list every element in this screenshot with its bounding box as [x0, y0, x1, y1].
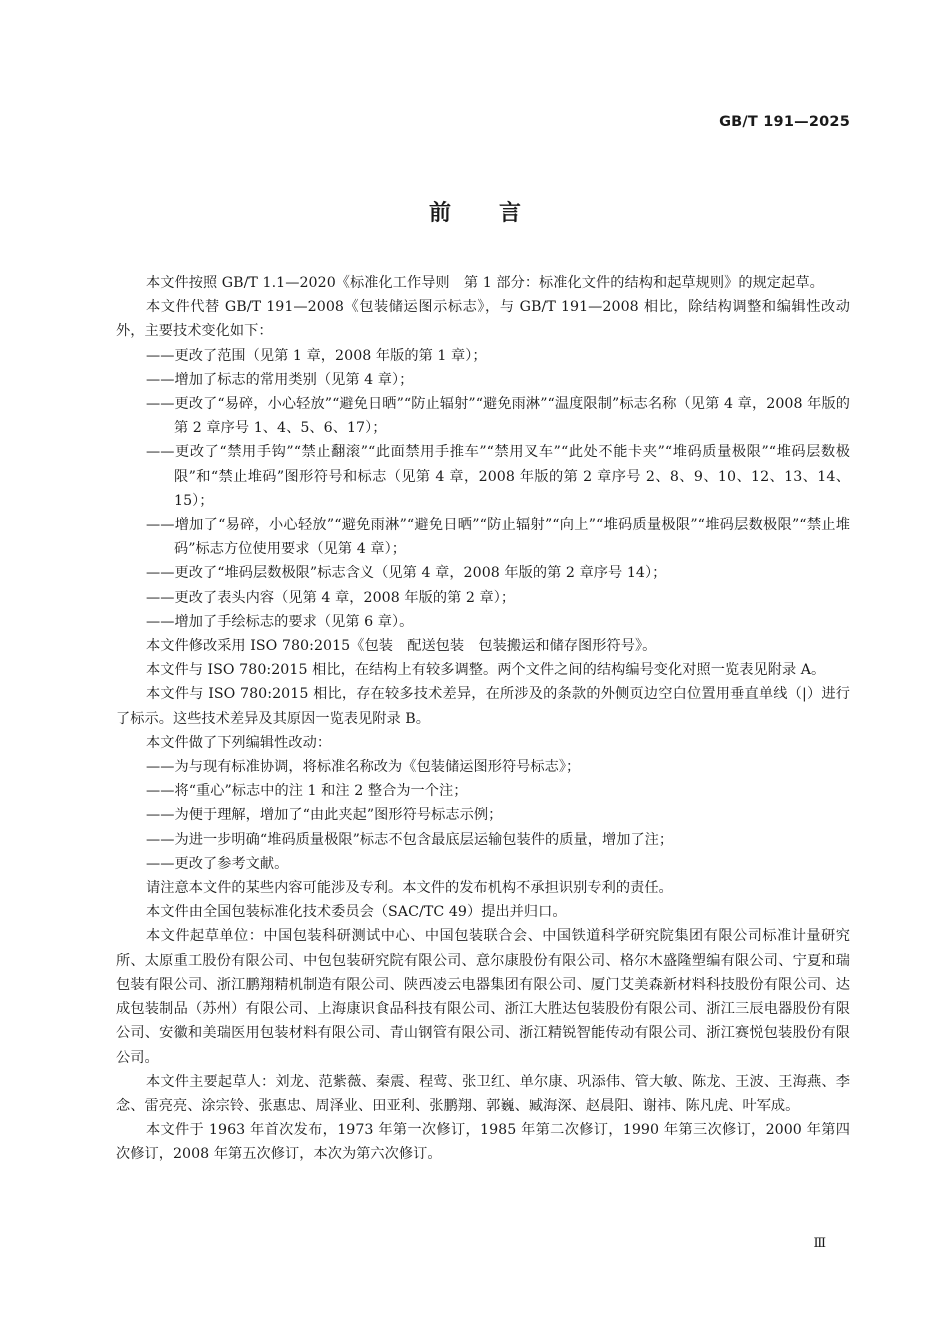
paragraph-drafting-rules: 本文件按照 GB/T 1.1—2020《标准化工作导则 第 1 部分：标准化文件的结构和起草规则》的规定起草。 — [146, 275, 824, 291]
list-item-change-1: ——更改了范围（见第 1 章，2008 年版的第 1 章）； — [146, 347, 487, 364]
paragraph-replaces: 本文件代替 GB/T 191—2008《包装储运图示标志》，与 GB/T 191—2008 相比，除结构调整和编辑性改动外，主要技术变化如下： — [116, 299, 850, 340]
page-title: 前言 — [428, 201, 569, 226]
paragraph-patent-notice: 请注意本文件的某些内容可能涉及专利。本文件的发布机构不承担识别专利的责任。 — [146, 880, 673, 897]
list-item-change-3: ——更改了“易碎，小心轻放”“避免日晒”“防止辐射”“避免雨淋”“温度限制”标志名称（见第 4 章，2008 年版的第 2 章序号 1、4、5、6、17）； — [146, 396, 850, 437]
standard-number: GB/T 191—2025 — [719, 114, 850, 130]
paragraph-drafting-units: 本文件起草单位：中国包装科研测试中心、中国包装联合会、中国铁道科学研究院集团有限公司标准计量研究所、太原重工股份有限公司、中包包装研究院有限公司、意尔康股份有限公司、格尔木盛隆塑编有限公司、宁夏和瑞包装有限公司、浙江鹏翔精机制造有限公司、陕西凌云电器集团有限公司、厦门艾美森新材料科技股份有限公司、达成包装制品（苏州）有限公司、上海康识食品科技有限公司、浙江大胜达包装股份有限公司、浙江三辰电器股份有限公司、安徽和美瑞医用包装材料有限公司、青山钢管有限公司、浙江精锐智能传动有限公司、浙江赛悦包装股份有限公司。 — [116, 928, 850, 1066]
list-item-editorial-3: ——为便于理解，增加了“由此夹起”图形符号标志示例； — [146, 807, 503, 824]
paragraph-technical-diff: 本文件与 ISO 780:2015 相比，存在较多技术差异，在所涉及的条款的外侧页边空白位置用垂直单线（|）进行了标示。这些技术差异及其原因一览表见附录 B。 — [116, 686, 850, 727]
list-item-change-7: ——更改了表头内容（见第 4 章，2008 年版的第 2 章）； — [146, 589, 516, 606]
list-item-change-4: ——更改了“禁用手钩”“禁止翻滚”“此面禁用手推车”“禁用叉车”“此处不能卡夹”“堆码质量极限”“堆码层数极限”和“禁止堆码”图形符号和标志（见第 4 章，2008 年版的第 2 章序号 2、8、9、10、12、13、14、15）； — [146, 444, 850, 509]
list-item-editorial-1: ——为与现有标准协调，将标准名称改为《包装储运图形符号标志》； — [146, 759, 581, 776]
list-item-editorial-5: ——更改了参考文献。 — [146, 855, 289, 872]
paragraph-iso-adoption: 本文件修改采用 ISO 780:2015《包装 配送包装 包装搬运和储存图形符号》。 — [146, 638, 657, 655]
list-item-editorial-2: ——将“重心”标志中的注 1 和注 2 整合为一个注； — [146, 783, 468, 800]
paragraph-history: 本文件于 1963 年首次发布，1973 年第一次修订，1985 年第二次修订，1990 年第三次修订，2000 年第四次修订，2008 年第五次修订，本次为第六次修订。 — [116, 1122, 850, 1163]
list-item-change-2: ——增加了标志的常用类别（见第 4 章）； — [146, 371, 414, 388]
list-item-change-8: ——增加了手绘标志的要求（见第 6 章）。 — [146, 613, 414, 630]
foreword-body — [116, 271, 850, 1167]
page-number: Ⅲ — [813, 1236, 826, 1251]
paragraph-proposer: 本文件由全国包装标准化技术委员会（SAC/TC 49）提出并归口。 — [146, 904, 567, 921]
paragraph-structure-diff: 本文件与 ISO 780:2015 相比，在结构上有较多调整。两个文件之间的结构编号变化对照一览表见附录 A。 — [146, 662, 826, 679]
paragraph-drafters: 本文件主要起草人：刘龙、范紫薇、秦震、程莺、张卫红、单尔康、巩添伟、管大敏、陈龙、王波、王海燕、李念、雷亮亮、涂宗铃、张惠忠、周泽业、田亚利、张鹏翔、郭巍、臧海深、赵晨阳、谢祎、陈凡虎、叶军成。 — [116, 1073, 850, 1114]
list-item-editorial-4: ——为进一步明确“堆码质量极限”标志不包含最底层运输包装件的质量，增加了注； — [146, 831, 674, 848]
list-item-change-6: ——更改了“堆码层数极限”标志含义（见第 4 章，2008 年版的第 2 章序号 14）； — [146, 565, 667, 582]
paragraph-editorial-intro: 本文件做了下列编辑性改动： — [146, 734, 332, 751]
list-item-change-5: ——增加了“易碎，小心轻放”“避免雨淋”“避免日晒”“防止辐射”“向上”“堆码质量极限”“堆码层数极限”“禁止堆码”标志方位使用要求（见第 4 章）； — [146, 517, 850, 558]
